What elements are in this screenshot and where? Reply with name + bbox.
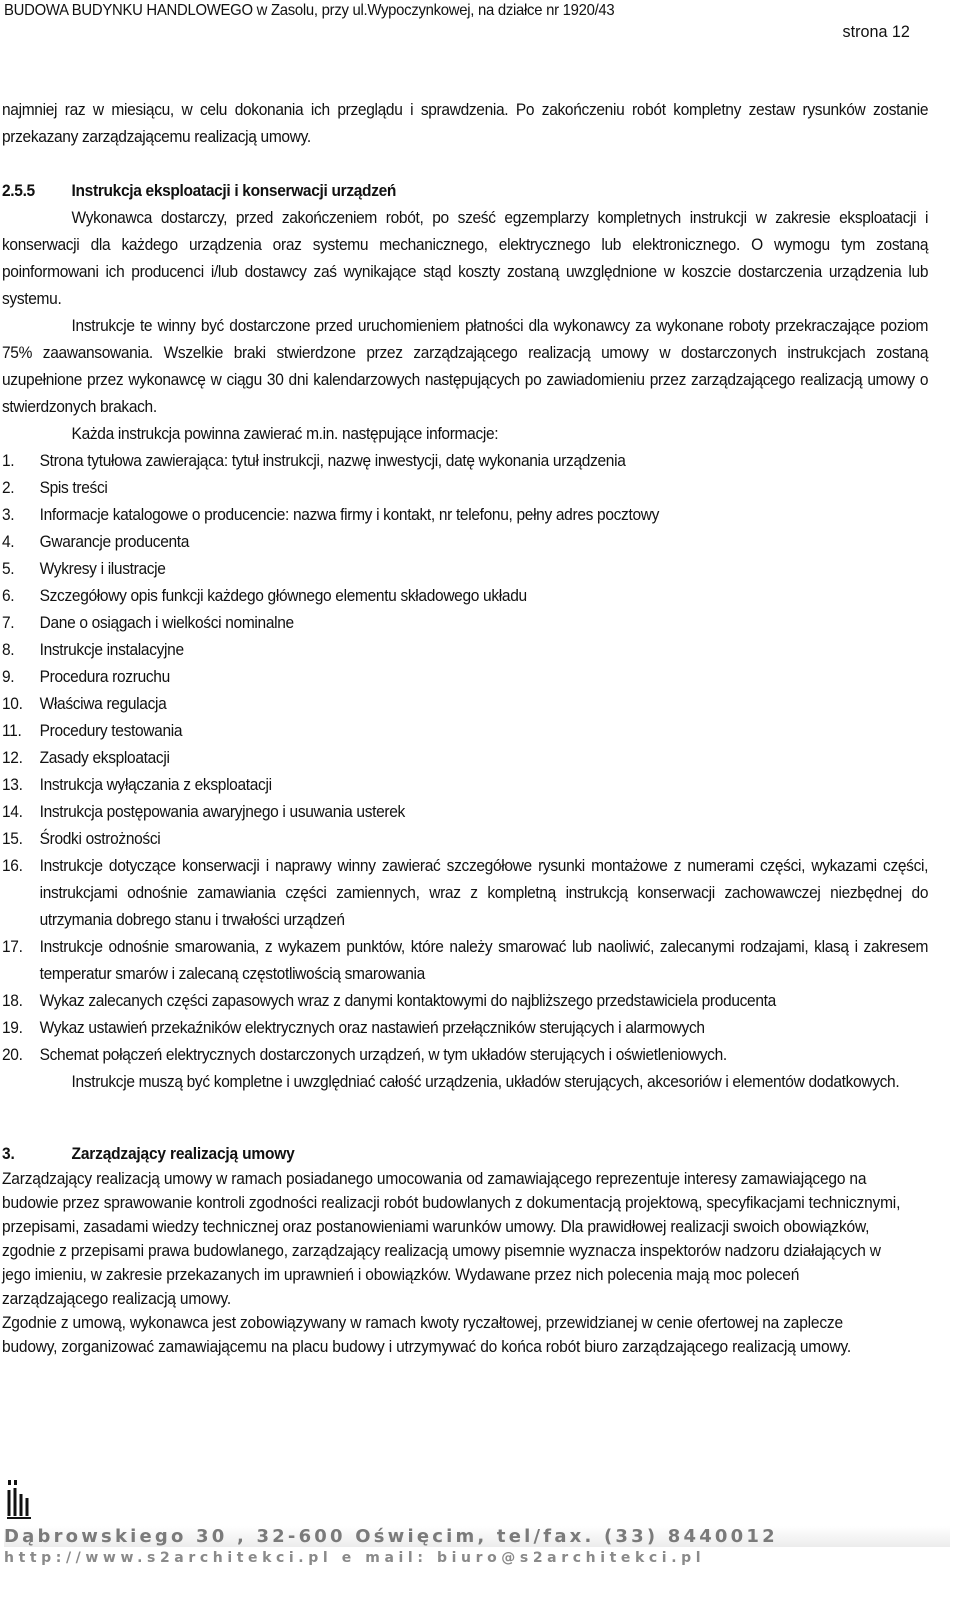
- list-item-text: Procedura rozruchu: [39, 668, 170, 686]
- section-heading: [2, 1142, 902, 1166]
- section-number: 2.5.5: [2, 182, 35, 200]
- list-intro: Każda instrukcja powinna zawierać m.in. następujące informacje:: [71, 425, 499, 443]
- list-item-text: Gwarancje producenta: [39, 533, 190, 551]
- list-item: [2, 664, 928, 691]
- list-item-number: 18.: [2, 992, 23, 1010]
- list-item-number: 2.: [2, 479, 15, 497]
- list-item-text: Zasady eksploatacji: [39, 749, 170, 767]
- list-item-text: Instrukcje instalacyjne: [39, 641, 184, 659]
- paragraph: Wykonawca dostarczy, przed zakończeniem robót, po sześć egzemplarzy kompletnych instrukcji w zakresie eksploatacji i konserwacji dla każdego urządzenia oraz systemu mechanicznego, elektrycznego lub elektronicznego. O wymogu tym zostaną poinformowani ich producenci i/lub dostawcy zaś wynikające stąd koszty zostaną uwzględnione w koszcie dostarczenia urządzenia lub systemu.: [2, 209, 929, 308]
- continuation-paragraph: najmniej raz w miesiącu, w celu dokonania ich przeglądu i sprawdzenia. Po zakończeniu robót kompletny zestaw rysunków zostanie przekazany zarządzającemu realizacją umowy.: [2, 101, 929, 146]
- section-title: Zarządzający realizacją umowy: [71, 1145, 295, 1163]
- list-item-text: Instrukcje odnośnie smarowania, z wykazem punktów, które należy smarować lub naoliwić, zalecanymi rodzajami, klasą i zakresem temperatur smarów i zalecaną częstotliwością smarowania: [39, 938, 929, 983]
- list-item-number: 14.: [2, 803, 23, 821]
- list-item: [2, 610, 928, 637]
- list-item-number: 6.: [2, 587, 15, 605]
- list-item-number: 12.: [2, 749, 23, 767]
- list-item: [2, 799, 928, 826]
- document-header-title: BUDOWA BUDYNKU HANDLOWEGO w Zasolu, przy ul.Wypoczynkowej, na działce nr 1920/43: [4, 2, 615, 19]
- list-item: [2, 691, 928, 718]
- list-item: [2, 583, 928, 610]
- list-item: [2, 1015, 928, 1042]
- footer-web-email: http://www.s2architekci.pl e mail: biuro@s2architekci.pl: [4, 1550, 706, 1566]
- document-body: [2, 97, 928, 1096]
- list-item-number: 16.: [2, 857, 23, 875]
- s2-architekci-logo-icon: [6, 1478, 32, 1520]
- list-item-text: Instrukcje dotyczące konserwacji i naprawy winny zawierać szczegółowe rysunki montażowe z numerami części, wykazami części, instrukcjami odnośnie zamawiania części zamiennych, wraz z kompletną instrukcją konserwacji zachowawczej niezbędnej do utrzymania dobrego stanu i trwałości urządzeń: [39, 857, 929, 929]
- information-list: [2, 448, 928, 1069]
- list-item: [2, 745, 928, 772]
- list-item-number: 17.: [2, 938, 23, 956]
- list-item-text: Informacje katalogowe o producencie: nazwa firmy i kontakt, nr telefonu, pełny adres pocztowy: [39, 506, 660, 524]
- list-item: [2, 826, 928, 853]
- list-item: [2, 475, 928, 502]
- list-item-number: 1.: [2, 452, 15, 470]
- list-item-text: Spis treści: [39, 479, 108, 497]
- list-item-number: 13.: [2, 776, 23, 794]
- list-item-text: Instrukcja wyłączania z eksploatacji: [39, 776, 272, 794]
- list-item: [2, 502, 928, 529]
- footer-address: Dąbrowskiego 30 , 32-600 Oświęcim, tel/fax. (33) 8440012: [4, 1526, 950, 1547]
- list-item-text: Procedury testowania: [39, 722, 183, 740]
- section-number: 3.: [2, 1145, 15, 1163]
- section-2-5-5: [2, 178, 928, 1096]
- section-3-body: [2, 1142, 902, 1359]
- list-item-number: 3.: [2, 506, 15, 524]
- list-item: [2, 637, 928, 664]
- spacer: [2, 151, 928, 178]
- list-item: [2, 556, 928, 583]
- paragraph: Instrukcje te winny być dostarczone przed uruchomieniem płatności dla wykonawcy za wykonane roboty przekraczające poziom 75% zaawansowania. Wszelkie braki stwierdzone przez zarządzającego realizacją umowy w dostarczonych instrukcjach zostaną uzupełnione przez wykonawcę w ciągu 30 dni kalendarzowych następujących po zawiadomieniu przez zarządzającego realizacją umowy o stwierdzonych brakach.: [2, 317, 929, 416]
- list-item-number: 11.: [2, 722, 22, 740]
- list-item-text: Środki ostrożności: [39, 830, 161, 848]
- section-3: [2, 1142, 902, 1359]
- list-item-number: 15.: [2, 830, 23, 848]
- paragraph: Zgodnie z umową, wykonawca jest zobowiązywany w ramach kwoty ryczałtowej, przewidzianej w cenie ofertowej na zaplecze budowy, zorganizować zamawiającemu na placu budowy i utrzymywać do końca robót biuro zarządzającego realizacją umowy.: [2, 1314, 852, 1356]
- list-item-number: 4.: [2, 533, 15, 551]
- list-item-number: 9.: [2, 668, 15, 686]
- section-title: Instrukcja eksploatacji i konserwacji urządzeń: [71, 182, 397, 200]
- list-item: [2, 772, 928, 799]
- paragraph: Zarządzający realizacją umowy w ramach posiadanego umocowania od zamawiającego reprezentuje interesy zamawiającego na budowie przez sprawowanie kontroli zgodności realizacji robót budowlanych z dokumentacją projektową, specyfikacjami technicznymi, przepisami, zasadami wiedzy technicznej oraz postanowieniami warunków umowy. Dla prawidłowej realizacji swoich obowiązków, zgodnie z przepisami prawa budowlanego, zarządzający realizacją umowy pisemnie wyznacza inspektorów nadzoru działających w jego imieniu, w zakresie przekazanych im uprawnień i obowiązków. Wydawane przez nich polecenia mają moc poleceń zarządzającego realizacją umowy.: [2, 1170, 901, 1308]
- list-item: [2, 853, 928, 934]
- list-item-number: 5.: [2, 560, 15, 578]
- list-item: [2, 934, 928, 988]
- list-item-text: Strona tytułowa zawierająca: tytuł instrukcji, nazwę inwestycji, datę wykonania urządzenia: [39, 452, 626, 470]
- list-item-number: 20.: [2, 1046, 23, 1064]
- list-item-text: Wykresy i ilustracje: [39, 560, 166, 578]
- list-item: [2, 529, 928, 556]
- list-item-number: 8.: [2, 641, 15, 659]
- section-heading: [2, 178, 928, 205]
- list-item: [2, 718, 928, 745]
- list-item-number: 10.: [2, 695, 23, 713]
- list-item-text: Szczegółowy opis funkcji każdego głównego elementu składowego układu: [39, 587, 527, 605]
- list-item-text: Dane o osiągach i wielkości nominalne: [39, 614, 294, 632]
- list-item: [2, 448, 928, 475]
- list-item-text: Wykaz zalecanych części zapasowych wraz z danymi kontaktowymi do najbliższego przedstawiciela producenta: [39, 992, 776, 1010]
- list-item: [2, 1042, 928, 1069]
- page-number: strona 12: [842, 22, 910, 41]
- closing-paragraph: Instrukcje muszą być kompletne i uwzględniać całość urządzenia, układów sterujących, akcesoriów i elementów dodatkowych.: [71, 1073, 900, 1091]
- list-item-number: 19.: [2, 1019, 23, 1037]
- list-item-text: Właściwa regulacja: [39, 695, 167, 713]
- list-item: [2, 988, 928, 1015]
- list-item-text: Schemat połączeń elektrycznych dostarczonych urządzeń, w tym układów sterujących i oświetleniowych.: [39, 1046, 727, 1064]
- list-item-text: Wykaz ustawień przekaźników elektrycznych oraz nastawień przełączników sterujących i alarmowych: [39, 1019, 705, 1037]
- list-item-number: 7.: [2, 614, 15, 632]
- list-item-text: Instrukcja postępowania awaryjnego i usuwania usterek: [39, 803, 405, 821]
